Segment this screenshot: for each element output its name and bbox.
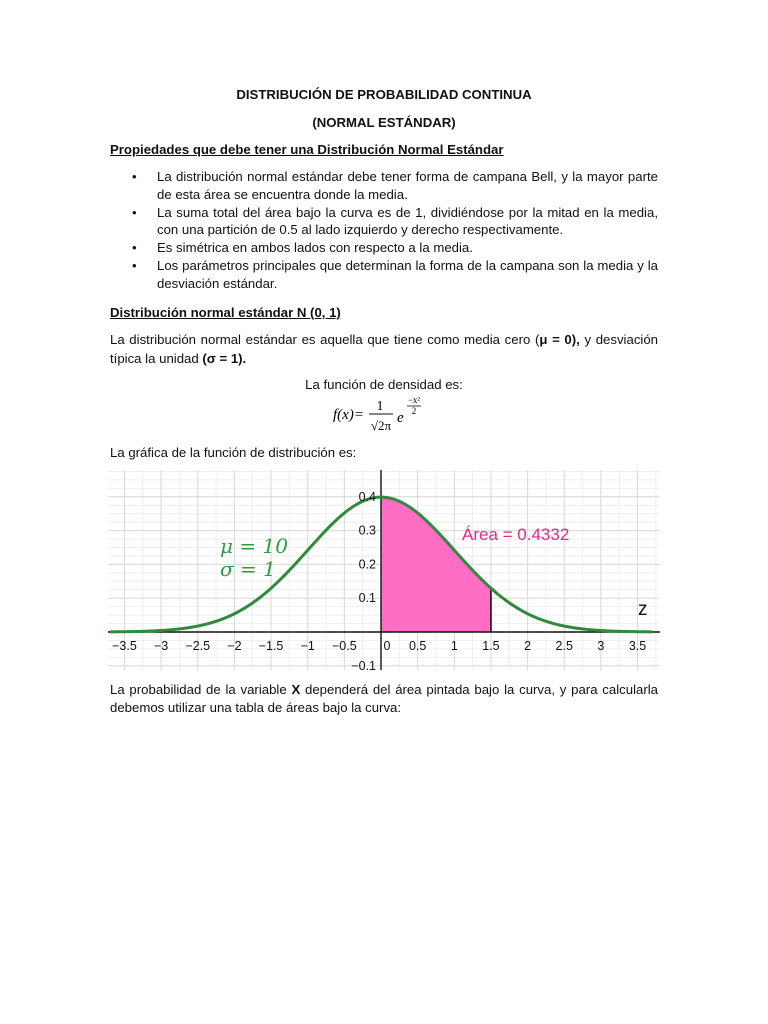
properties-list <box>110 168 658 293</box>
exponent-denominator: 2 <box>411 406 417 416</box>
paragraph-text: dependerá del área pintada bajo la curva, y para calcularla debemos utilizar una tabla de áreas bajo la curva: <box>110 682 658 715</box>
x-tick-label: −1.5 <box>258 639 284 653</box>
x-tick-label: 2.5 <box>555 639 573 653</box>
formula-base: e <box>397 410 404 426</box>
paragraph-text: La probabilidad de la variable <box>110 682 292 697</box>
formula-numerator: 1 <box>376 399 384 414</box>
density-formula <box>333 394 443 436</box>
x-tick-label: 3.5 <box>628 639 647 653</box>
x-tick-label: −3.5 <box>112 639 137 653</box>
x-tick-label: 1.5 <box>482 639 500 653</box>
paragraph-text: La distribución normal estándar es aquella que tiene como media cero ( <box>110 332 540 347</box>
formula-denominator: √2π <box>370 418 392 433</box>
variable-x: X <box>291 682 301 697</box>
list-item: • La suma total del área bajo la curva es de 1, dividiéndose por la mitad en la media, con una partición de 0.5 al lado izquierdo y derecho respectivamente. <box>110 204 658 240</box>
x-tick-label: 2 <box>524 639 532 653</box>
y-tick-label: 0.3 <box>358 523 376 538</box>
document-subtitle: (NORMAL ESTÁNDAR) <box>312 115 456 130</box>
graph-caption: La gráfica de la función de distribución es: <box>110 445 357 460</box>
document-title: DISTRIBUCIÓN DE PROBABILIDAD CONTINUA <box>236 87 532 102</box>
y-tick-label: 0.2 <box>358 557 376 572</box>
y-tick-label: 0.1 <box>358 591 376 606</box>
sd-value: (σ = 1). <box>202 351 247 366</box>
x-tick-label: −2 <box>227 639 242 653</box>
area-label: Área = 0.4332 <box>462 525 570 544</box>
section-heading-properties: Propiedades que debe tener una Distribución Normal Estándar <box>110 142 504 157</box>
list-item: • La distribución normal estándar debe tener forma de campana Bell, y la mayor parte de esta área se encuentra donde la media. <box>110 168 658 204</box>
probability-paragraph <box>110 681 658 716</box>
normal-distribution-chart <box>108 470 660 670</box>
mean-value: μ = 0), <box>539 332 580 347</box>
sigma-annotation: σ = 1 <box>220 557 276 581</box>
list-item: • Es simétrica en ambos lados con respecto a la media. <box>110 239 658 257</box>
x-axis-label: z <box>638 599 648 620</box>
x-tick-label: −3 <box>153 639 169 653</box>
x-tick-label: −0.5 <box>332 639 357 653</box>
x-tick-label: −1 <box>300 639 315 653</box>
list-item: • Los parámetros principales que determinan la forma de la campana son la media y la desviación estándar. <box>110 257 658 293</box>
definition-paragraph <box>110 330 658 368</box>
exponent-numerator: −x² <box>407 395 421 405</box>
y-tick-label: 0.4 <box>358 489 376 504</box>
x-tick-label: −2.5 <box>185 639 211 653</box>
x-tick-label: 0.5 <box>408 639 427 653</box>
paragraph-text: y desviación típica la unidad <box>110 332 659 366</box>
y-tick-label: −0.1 <box>351 658 376 670</box>
mu-annotation: μ = 10 <box>220 534 288 558</box>
x-tick-label: 1 <box>450 639 458 653</box>
formula-lhs: f(x)= <box>333 407 364 423</box>
section-heading-standard-normal: Distribución normal estándar N (0, 1) <box>110 305 341 320</box>
density-caption: La función de densidad es: <box>305 377 463 392</box>
x-tick-label: 3 <box>597 639 605 653</box>
x-tick-label: 0 <box>383 639 391 653</box>
